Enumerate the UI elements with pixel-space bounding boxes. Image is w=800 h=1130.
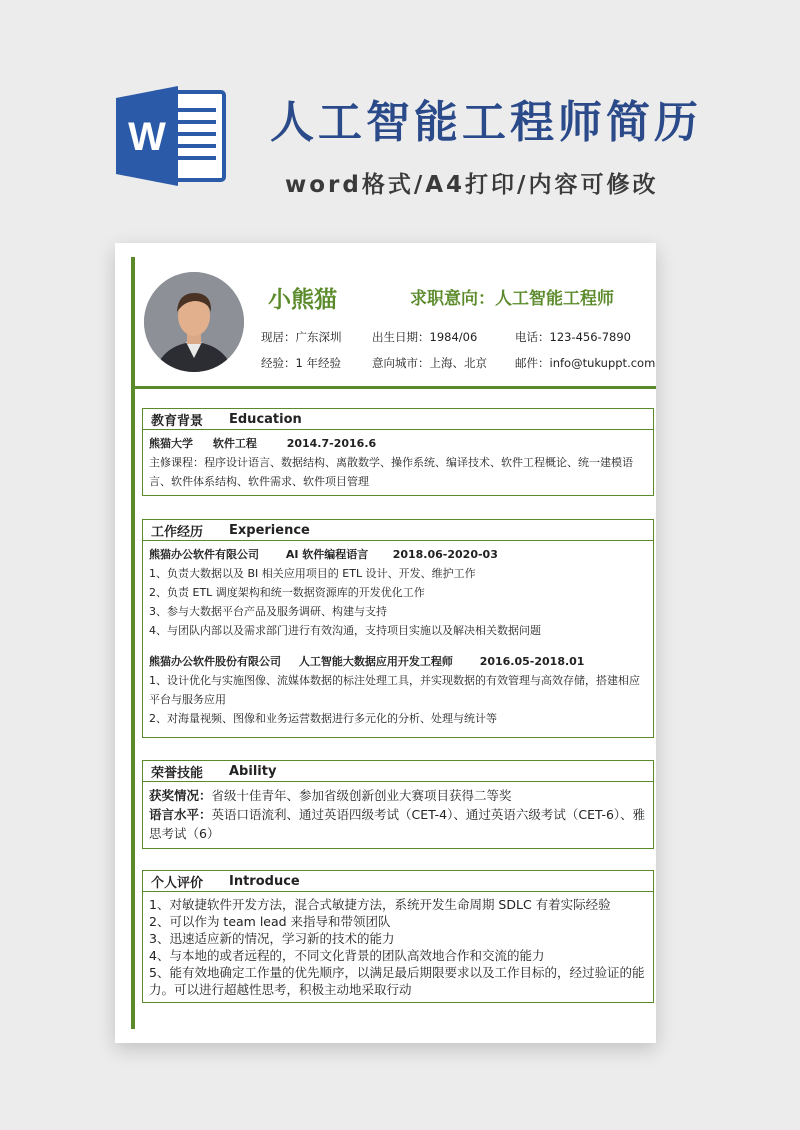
section-introduce [142, 870, 654, 1003]
awards-text: 省级十佳青年、参加省级创新创业大赛项目获得二等奖 [211, 788, 512, 803]
major: 软件工程 [212, 437, 257, 450]
info-city: 意向城市：上海、北京 [372, 356, 487, 370]
education-courses: 主修课程：程序设计语言、数据结构、离散数学、操作系统、编译技术、软件工程概论、统一建模语言、软件体系结构、软件需求、软件项目管理 [149, 456, 633, 488]
language-line [149, 805, 647, 843]
section-title-en: Education [229, 411, 302, 427]
avatar [144, 272, 244, 372]
intro-item: 2、可以作为 team lead 来指导和带领团队 [149, 914, 391, 929]
section-title-cn: 教育背景 [151, 413, 204, 429]
education-row-title [149, 434, 647, 453]
job-title-row [149, 652, 647, 671]
intro-item: 4、与本地的或者远程的，不同文化背景的团队高效地合作和交流的能力 [149, 948, 545, 963]
intro-item: 3、迅速适应新的情况，学习新的技术的能力 [149, 931, 395, 946]
info-birth: 出生日期：1984/06 [372, 330, 478, 344]
job-period: 2018.06-2020-03 [392, 548, 498, 561]
section-header [143, 409, 653, 430]
job-duty: 1、设计优化与实施图像、流媒体数据的标注处理工具，并实现数据的有效管理与高效存储，搭建相应平台与服务应用 [149, 674, 640, 706]
section-title-en: Experience [229, 522, 310, 538]
awards-line [149, 786, 647, 805]
job-duty: 2、对海量视频、图像和业务运营数据进行多元化的分析、处理与统计等 [149, 712, 497, 725]
banner-subtitle: word格式/A4打印/内容可修改 [285, 172, 659, 198]
job-duty: 2、负责 ETL 调度架构和统一数据资源库的开发优化工作 [149, 586, 425, 599]
job-duty: 3、参与大数据平台产品及服务调研、构建与支持 [149, 605, 387, 618]
language-label: 语言水平： [149, 807, 212, 822]
section-title-cn: 荣誉技能 [151, 765, 204, 781]
word-logo-letter: W [128, 115, 166, 159]
school-name: 熊猫大学 [149, 437, 193, 450]
section-header [143, 871, 653, 892]
job-intent: 求职意向：人工智能工程师 [410, 289, 614, 309]
section-title-cn: 个人评价 [151, 875, 204, 891]
job-company: 熊猫办公软件有限公司 [149, 548, 259, 561]
section-ability [142, 760, 654, 849]
job-period: 2016.05-2018.01 [479, 655, 585, 668]
header-divider [135, 386, 656, 389]
job-title-row [149, 545, 647, 564]
info-experience: 经验：1 年经验 [261, 356, 341, 370]
accent-bar [131, 257, 135, 1029]
info-residence: 现居：广东深圳 [261, 330, 342, 344]
language-text: 英语口语流利、通过英语四级考试（CET-4）、通过英语六级考试（CET-6）、雅思考试（6） [149, 807, 646, 841]
job-position: 人工智能大数据应用开发工程师 [298, 655, 453, 668]
job-duty: 1、负责大数据以及 BI 相关应用项目的 ETL 设计、开发、维护工作 [149, 567, 476, 580]
job-company: 熊猫办公软件股份有限公司 [149, 655, 281, 668]
section-title-cn: 工作经历 [151, 524, 204, 540]
resume-page [115, 243, 656, 1043]
awards-label: 获奖情况： [149, 788, 212, 803]
intro-item: 1、对敏捷软件开发方法，混合式敏捷方法，系统开发生命周期 SDLC 有着实际经验 [149, 897, 611, 912]
info-phone: 电话：123-456-7890 [515, 330, 631, 344]
section-title-en: Ability [229, 763, 277, 779]
section-header [143, 761, 653, 782]
education-period: 2014.7-2016.6 [286, 437, 377, 450]
avatar-portrait-icon [144, 272, 244, 372]
section-header [143, 520, 653, 541]
word-logo-icon [116, 84, 230, 188]
candidate-name: 小熊猫 [268, 287, 337, 313]
section-experience [142, 519, 654, 738]
section-education [142, 408, 654, 496]
intro-item: 5、能有效地确定工作量的优先顺序，以满足最后期限要求以及工作目标的，经过验证的能力。可以进行超越性思考，积极主动地采取行动 [149, 965, 645, 997]
banner-title: 人工智能工程师简历 [270, 97, 702, 148]
info-email: 邮件：info@tukuppt.com [515, 356, 656, 370]
job-duty: 4、与团队内部以及需求部门进行有效沟通，支持项目实施以及解决相关数据问题 [149, 624, 541, 637]
section-title-en: Introduce [229, 873, 300, 889]
job-position: AI 软件编程语言 [285, 548, 369, 561]
